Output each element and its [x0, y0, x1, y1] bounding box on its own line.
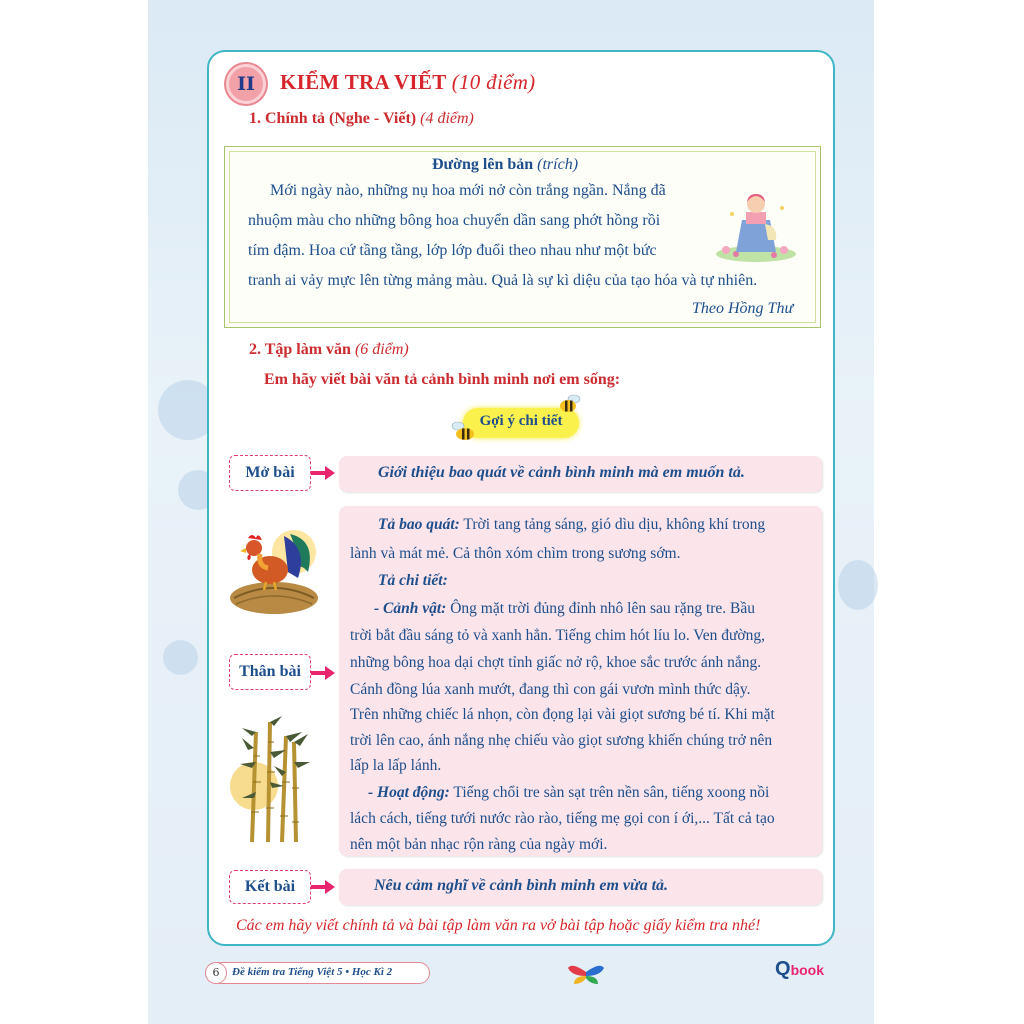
hoat-dong-line-1 — [368, 778, 769, 807]
canh-vat-line-5: Trên những chiếc lá nhọn, còn đọng lại vài giọt sương bé tí. Khi mặt — [350, 706, 775, 723]
part2-points: (6 điểm) — [354, 341, 409, 358]
hoat-dong-text: Tiếng chổi tre sàn sạt trên nền sân, tiếng xoong nồi — [453, 784, 770, 801]
footer-book-pill — [205, 962, 430, 984]
rooster-icon — [228, 526, 320, 616]
section-points: (10 điểm) — [451, 70, 536, 94]
writing-task: Em hãy viết bài văn tả cảnh bình minh nơi em sống: — [264, 371, 621, 388]
canh-vat-label: - Cảnh vật: — [374, 600, 447, 617]
hoat-dong-line-3: nên một bản nhạc rộn ràng của ngày mới. — [350, 836, 608, 853]
ket-bai-label: Kết bài — [229, 870, 311, 904]
part1-heading — [249, 110, 474, 128]
part2-heading — [249, 341, 409, 359]
roman-numeral: II — [237, 73, 255, 95]
canh-vat-line-2: trời bắt đầu sáng tỏ và xanh hẳn. Tiếng chim hót líu lo. Ven đường, — [350, 627, 765, 644]
page-number: 6 — [205, 962, 227, 984]
book-title: Đề kiểm tra Tiếng Việt 5 • Học Kì 2 — [232, 966, 393, 978]
flower-girl-illustration — [712, 184, 800, 264]
bee-icon — [558, 394, 582, 414]
part1-points: (4 điểm) — [420, 110, 474, 127]
bamboo-illustration — [224, 712, 320, 844]
canh-vat-line-4: Cánh đồng lúa xanh mướt, đang thì con gái vươn mình thức dậy. — [350, 681, 751, 698]
ket-bai-text: Nêu cảm nghĩ về cảnh bình minh em vừa tả. — [374, 877, 669, 894]
bg-blob — [163, 640, 198, 675]
hint-label: Gợi ý chi tiết — [479, 413, 563, 429]
butterfly-icon — [566, 962, 606, 988]
part2-heading-text: 2. Tập làm văn — [249, 341, 351, 358]
bee-icon — [450, 420, 476, 442]
passage-title — [432, 156, 578, 174]
arrow-icon — [311, 883, 335, 891]
arrow-icon — [311, 469, 335, 477]
overview-text: Trời tang tảng sáng, gió dìu dịu, không khí trong — [463, 516, 766, 533]
overview-line-2: lành và mát mẻ. Cả thôn xóm chìm trong sương sớm. — [350, 545, 681, 562]
section-title — [280, 70, 535, 95]
than-bai-label: Thân bài — [229, 654, 311, 690]
logo-sub: book — [790, 962, 825, 978]
closing-instruction: Các em hãy viết chính tả và bài tập làm văn ra vở bài tập hoặc giấy kiểm tra nhé! — [236, 917, 761, 934]
passage-line-3: tím đậm. Hoa cứ tầng tầng, lớp lớp đuổi theo nhau như một bức — [248, 242, 657, 259]
canh-vat-line-3: những bông hoa dại chợt tỉnh giấc nở rộ, khoe sắc trước ánh nắng. — [350, 654, 762, 671]
canh-vat-line-6: trời lên cao, ánh nắng nhẹ chiếu vào giọt sương khiến chúng trở nên — [350, 732, 773, 749]
passage-author: Theo Hồng Thư — [692, 300, 794, 317]
roman-numeral-badge — [226, 64, 266, 104]
overview-label: Tả bao quát: — [378, 516, 460, 533]
passage-note: (trích) — [537, 156, 579, 173]
passage-line-4: tranh ai vảy mực lên từng mảng màu. Quả là sự kì diệu của tạo hóa và tự nhiên. — [248, 272, 758, 289]
mo-bai-text: Giới thiệu bao quát về cảnh bình minh mà em muốn tả. — [378, 464, 745, 481]
bg-blob — [838, 560, 878, 610]
hoat-dong-label: - Hoạt động: — [368, 784, 450, 801]
arrow-icon — [311, 669, 335, 677]
canh-vat-line-1 — [374, 594, 755, 623]
hoat-dong-line-2: lách cách, tiếng tưới nước rào rào, tiếng mẹ gọi con í ới,... Tất cả tạo — [350, 810, 775, 827]
passage-line-1: Mới ngày nào, những nụ hoa mới nở còn trắng ngần. Nắng đã — [270, 182, 666, 199]
publisher-logo — [775, 958, 824, 981]
mo-bai-label: Mở bài — [229, 455, 311, 491]
detail-label: Tả chi tiết: — [378, 572, 448, 589]
canh-vat-text: Ông mặt trời đủng đỉnh nhô lên sau rặng tre. Bầu — [450, 600, 756, 617]
logo-q: Q — [775, 958, 791, 980]
section-title-text: KIỂM TRA VIẾT — [280, 70, 447, 94]
overview-line-1 — [378, 510, 765, 539]
passage-line-2: nhuộm màu cho những bông hoa chuyển dần sang phớt hồng rồi — [248, 212, 661, 229]
part1-heading-text: 1. Chính tả (Nghe - Viết) — [249, 110, 417, 127]
passage-title-text: Đường lên bản — [432, 156, 534, 173]
canh-vat-line-7: lấp la lấp lánh. — [350, 757, 442, 774]
